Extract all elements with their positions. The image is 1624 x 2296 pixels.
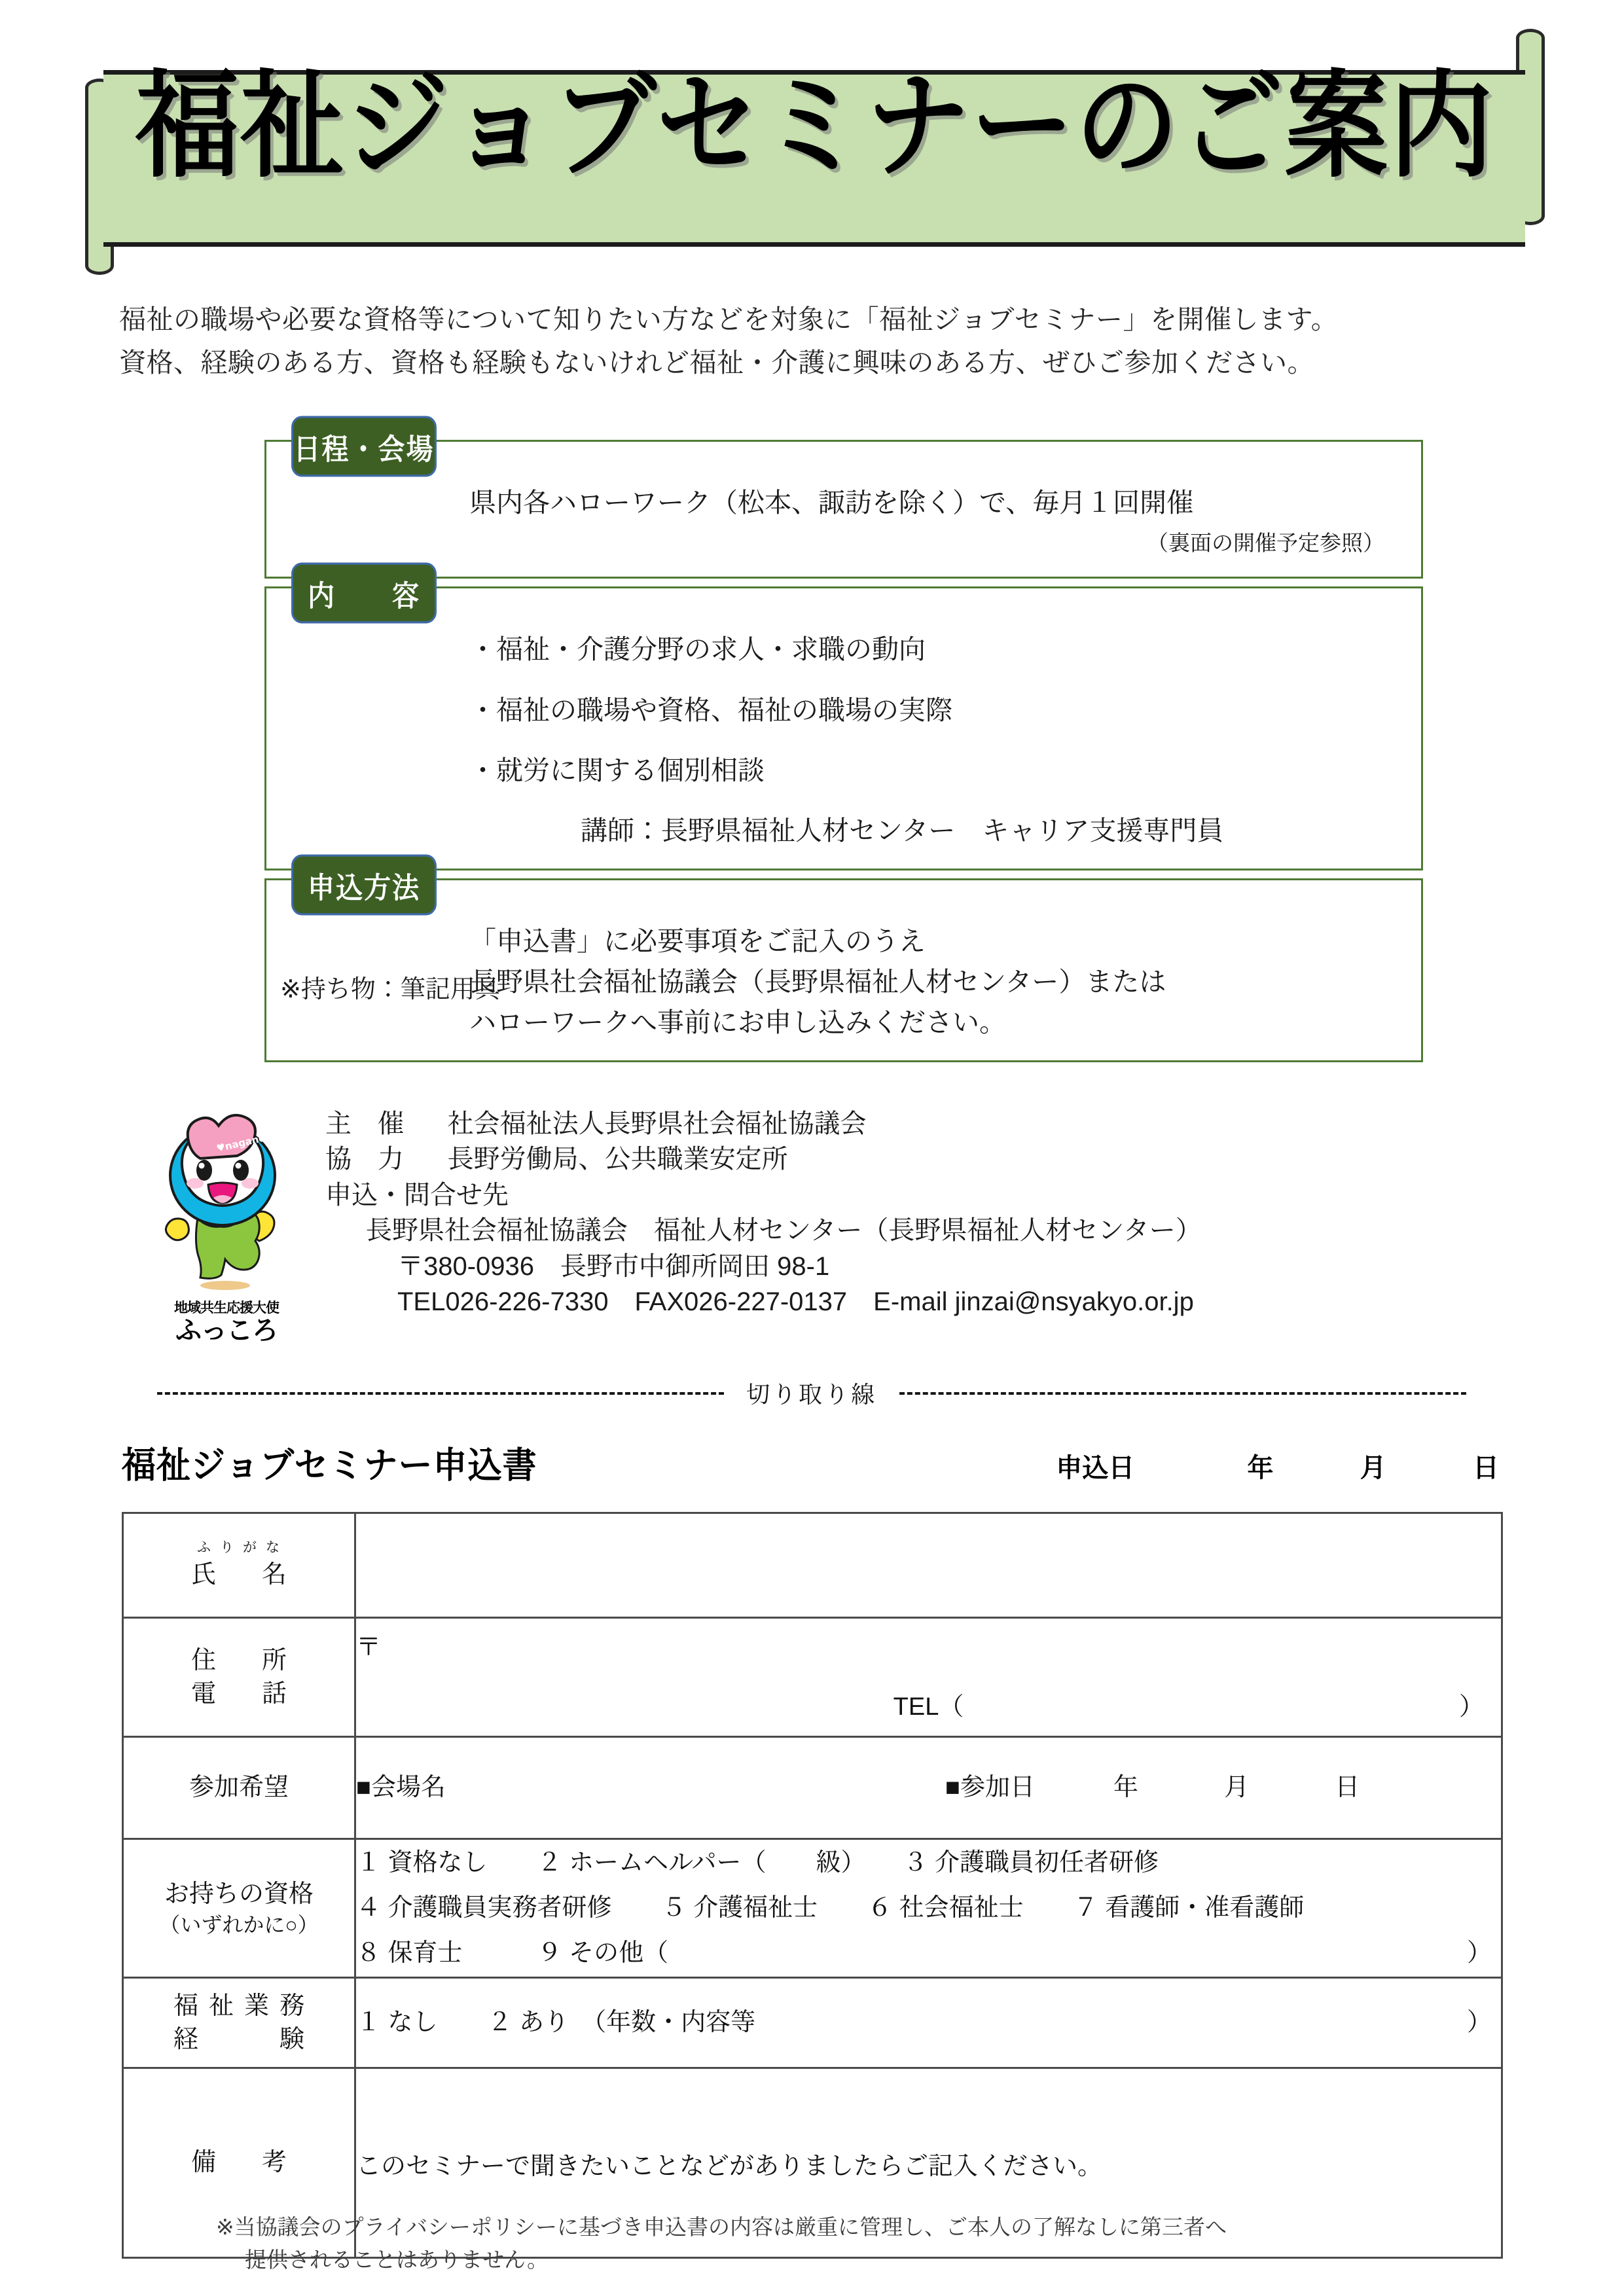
remarks-label: 備 考 <box>190 2149 297 2177</box>
info-body-schedule <box>266 442 1421 577</box>
phone-label: 電 話 <box>190 1679 297 1708</box>
row-label-participation <box>123 1737 355 1839</box>
badge-contents: 内 容 <box>291 563 437 624</box>
experience-label-1: 福祉業務 <box>173 1992 315 2020</box>
experience-options-cell[interactable] <box>355 1978 1502 2068</box>
qualification-line-1[interactable]: １ 資格なし ２ ホームヘルパー（ 級） ３ 介護職員初任者研修 <box>356 1849 1159 1876</box>
cut-line-label: 切り取り線 <box>746 1381 878 1408</box>
intro-line-1: 福祉の職場や必要な資格等について知りたい方などを対象に「福祉ジョブセミナー」を開催します。 <box>119 304 1339 334</box>
form-header <box>122 1437 1516 1486</box>
belongings-note: ※持ち物：筆記用具 <box>280 976 500 1003</box>
badge-application: 申込方法 <box>291 854 437 915</box>
experience-close-paren: ） <box>1466 2009 1492 2036</box>
inquiry-address: 〒380-0936 長野市中御所岡田 98-1 <box>397 1251 830 1281</box>
table-row-address <box>123 1618 1502 1737</box>
cut-line <box>157 1376 1466 1410</box>
qualification-sublabel: （いずれかに○） <box>159 1912 319 1937</box>
application-form-table <box>122 1512 1503 2259</box>
application-line-1: 「申込書」に必要事項をご記入のうえ <box>469 925 926 956</box>
postal-mark: 〒 <box>356 1633 382 1661</box>
privacy-note <box>216 2211 1525 2276</box>
qualification-line-3-text: ８ 保育士 ９ その他（ <box>356 1939 669 1967</box>
qualification-line-2[interactable]: ４ 介護職員実務者研修 ５ 介護福祉士 ６ 社会福祉士 ７ 看護師・准看護師 <box>356 1894 1305 1922</box>
cooperation-label: 協 力 <box>325 1145 404 1174</box>
table-row-name <box>123 1513 1502 1618</box>
mascot-svg-icon <box>154 1107 298 1304</box>
organizer-line <box>325 1106 1202 1141</box>
form-date-label: 申込日 <box>1056 1454 1135 1482</box>
name-input-cell[interactable] <box>355 1513 1502 1618</box>
badge-schedule: 日程・会場 <box>291 416 437 477</box>
qualification-close-paren: ） <box>1466 1939 1492 1967</box>
organizer-label: 主 催 <box>325 1109 404 1138</box>
participation-year: 年 <box>1113 1774 1138 1801</box>
page-title: 福祉ジョブセミナーのご案内 <box>135 58 1494 194</box>
participation-month: 月 <box>1224 1774 1250 1801</box>
mascot-caption <box>149 1301 304 1344</box>
info-block-contents <box>264 579 1423 870</box>
experience-label-2: 経 験 <box>173 2025 315 2053</box>
participation-row <box>356 1769 1501 1806</box>
qualification-label: お持ちの資格 <box>164 1880 314 1908</box>
intro-paragraph <box>119 298 1546 385</box>
table-row-experience <box>123 1978 1502 2068</box>
title-banner <box>85 41 1545 276</box>
contents-lecturer: 講師：長野県福祉人材センター キャリア支援専門員 <box>581 816 1224 846</box>
mascot-caption-title: 地域共生応援大使 <box>174 1300 279 1316</box>
form-date-year: 年 <box>1247 1454 1274 1482</box>
address-input-cell[interactable] <box>355 1618 1502 1737</box>
cooperation-value: 長野労働局、公共職業安定所 <box>447 1145 788 1174</box>
qualification-line-3[interactable] <box>356 1935 1501 1972</box>
contents-bullet-1: ・福祉・介護分野の求人・求職の動向 <box>469 634 926 665</box>
table-row-participation <box>123 1737 1502 1839</box>
row-label-experience <box>123 1978 355 2068</box>
intro-line-2: 資格、経験のある方、資格も経験もないけれど福祉・介護に興味のある方、ぜひご参加ください。 <box>119 348 1314 378</box>
contact-block <box>325 1106 1202 1319</box>
experience-line[interactable] <box>356 2004 1501 2041</box>
form-title: 福祉ジョブセミナー申込書 <box>122 1445 537 1486</box>
cooperation-line <box>325 1141 1202 1177</box>
participation-date-units <box>1113 1769 1360 1806</box>
inquiry-tel-fax-mail: TEL026-226-7330 FAX026-227-0137 E-mail jinzai@nsyakyo.or.jp <box>397 1287 1194 1316</box>
address-label: 住 所 <box>190 1646 297 1674</box>
info-block-schedule <box>264 432 1423 579</box>
inquiry-label: 申込・問合せ先 <box>325 1180 509 1210</box>
tel-field[interactable] <box>356 1689 1501 1726</box>
form-date-row <box>1056 1447 1516 1484</box>
qualification-options-cell[interactable] <box>355 1839 1502 1978</box>
participation-day-label[interactable]: ■参加日 <box>945 1774 1035 1801</box>
remarks-note: このセミナーで聞きたいことなどがありましたらご記入ください。 <box>356 2153 1103 2180</box>
participation-day-unit: 日 <box>1335 1774 1360 1801</box>
contents-bullet-3: ・就労に関する個別相談 <box>469 755 765 786</box>
mascot-fukkoro-illustration <box>154 1107 298 1304</box>
name-label: 氏 名 <box>190 1561 297 1589</box>
schedule-text: 県内各ハローワーク（松本、諏訪を除く）で、毎月１回開催 <box>469 488 1194 518</box>
table-row-qualification <box>123 1839 1502 1978</box>
form-date-day: 日 <box>1473 1454 1499 1482</box>
mascot-caption-name: ふっころ <box>175 1316 278 1346</box>
inquiry-organization: 長野県社会福祉協議会 福祉人材センター（長野県福祉人材センター） <box>366 1216 1202 1246</box>
form-date-month: 月 <box>1360 1454 1386 1482</box>
participation-label: 参加希望 <box>189 1774 289 1802</box>
schedule-note: （裏面の開催予定参照） <box>1147 531 1384 556</box>
tel-close-paren: ） <box>1458 1693 1484 1721</box>
row-label-qualification <box>123 1839 355 1978</box>
experience-text: １ なし ２ あり （年数・内容等 <box>356 2009 756 2036</box>
privacy-line-2: 提供されることはありません。 <box>245 2247 549 2272</box>
application-line-2: 長野県社会福祉協議会（長野県福祉人材センター）または <box>469 967 1166 997</box>
venue-field-label[interactable]: ■会場名 <box>356 1774 446 1801</box>
cut-line-dash-left <box>157 1392 724 1395</box>
participation-input-cell[interactable] <box>355 1737 1502 1839</box>
row-label-name <box>123 1513 355 1618</box>
row-label-address <box>123 1618 355 1737</box>
application-line-3: ハローワークへ事前にお申し込みください。 <box>469 1007 1006 1038</box>
contents-bullet-2: ・福祉の職場や資格、福祉の職場の実際 <box>469 694 952 725</box>
cut-line-dash-right <box>899 1392 1466 1395</box>
tel-open-paren: TEL（ <box>893 1693 964 1721</box>
mascot-hat-text: ♥nagano <box>215 1132 267 1155</box>
privacy-line-1: ※当協議会のプライバシーポリシーに基づき申込書の内容は厳重に管理し、ご本人の了解なしに第三者へ <box>216 2215 1227 2239</box>
furigana-label: ふりがな <box>197 1539 289 1555</box>
info-body-contents <box>266 588 1421 868</box>
organizer-value: 社会福祉法人長野県社会福祉協議会 <box>447 1109 867 1138</box>
